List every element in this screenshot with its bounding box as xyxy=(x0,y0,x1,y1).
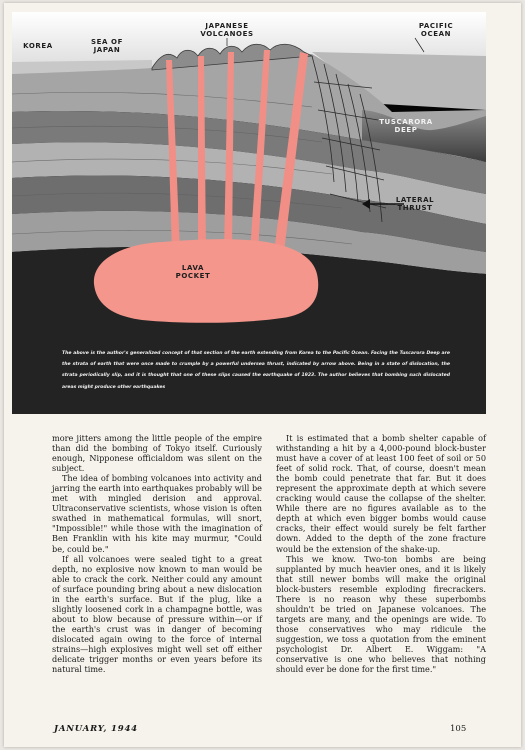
pacific-ocean-label: PACIFIC OCEAN xyxy=(418,22,454,38)
left-paragraph-1: more jitters among the little people of the empire than did the bombing of Tokyo itself. Curiously enough, Nipponese officialdom was silent on the subject. xyxy=(52,433,262,474)
page-number: 105 xyxy=(450,724,467,734)
issue-date: JANUARY, 1944 xyxy=(54,724,138,734)
sea-of-japan-label: SEA OF JAPAN xyxy=(90,38,123,54)
lava-pocket-label: LAVA POCKET xyxy=(175,264,211,280)
korea-label: KOREA xyxy=(23,42,53,50)
article-left-column xyxy=(52,433,262,674)
article-right-column xyxy=(276,433,486,674)
figure-caption: The above is the author's generalized concept of that section of the earth extending from Korea to the Pacific Ocean. Facing the Tuscarora Deep are the strata of earth that were once made to crumple by a powerful undersea thrust, indicated by arrow above. Being in a state of dislocation, the strata periodically slip, and it is thought that one of these slips caused the earthquake of 1923. The author believes that bombing such dislocated areas might produce other earthquakes xyxy=(62,351,450,390)
lateral-thrust-label: LATERAL THRUST xyxy=(395,196,435,212)
magazine-page xyxy=(4,3,521,747)
left-paragraph-3: If all volcanoes were sealed tight to a great depth, no explosive now known to man would be able to crack the cork. Neither could any amount of surface pounding bring about a new dislocation in the earth's surface. But if the plug, like a slightly loosened cork in a champagne bottle, was about to blow because of pressure within—or if the earth's crust was in danger of becoming dislocated again owing to the force of internal strains—high explosives might well set off either delicate trigger months or even years before its natural time. xyxy=(52,553,262,675)
japanese-volcanoes-label: JAPANESE VOLCANOES xyxy=(200,22,254,38)
cross-section-illustration xyxy=(12,12,486,414)
tuscarora-deep-label: TUSCARORA DEEP xyxy=(379,118,433,134)
left-paragraph-2: The idea of bombing volcanoes into activity and jarring the earth into earthquakes probably will be met with mingled derision and approval. Ultraconservative scientists, whose vision is often swathed in mathematical formulas, will snort, "Impossible!" while those with the imagination of Ben Franklin with his kite may murmur, "Could be, could be." xyxy=(52,473,262,554)
right-paragraph-2: This we know. Two-ton bombs are being supplanted by much heavier ones, and it is likely that still newer bombs will make the original block-busters resemble exploding firecrackers. There is no reason why these superbombs shouldn't be tried on Japanese volcanoes. The targets are many, and the openings are wide. To those conservatives who may ridicule the suggestion, we toss a quotation from the eminent psychologist Dr. Albert E. Wiggam: "A conservative is one who believes that nothing should ever be done for the first time." xyxy=(276,553,486,675)
right-paragraph-1: It is estimated that a bomb shelter capable of withstanding a hit by a 4,000-pound block-buster must have a cover of at least 100 feet of soil or 50 feet of solid rock. That, of course, doesn't mean the bomb could penetrate that far. But it does represent the approximate depth at which severe cracking would cause the collapse of the shelter. While there are no figures available as to the depth at which even bigger bombs would cause cracks, their effect would surely be felt farther down. Added to the depth of the zone fracture would be the extension of the shake-up. xyxy=(276,433,486,554)
